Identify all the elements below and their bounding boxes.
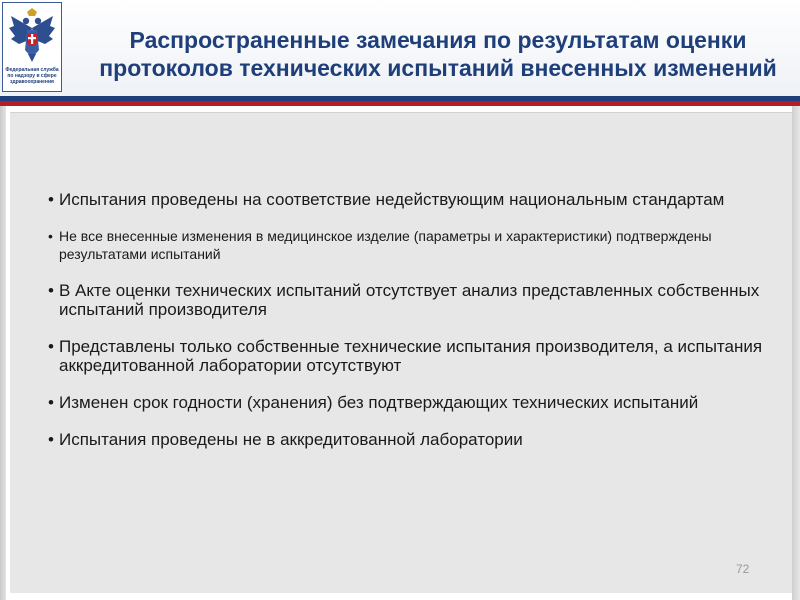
page-number: 72 [736, 562, 750, 576]
list-item: • Представлены только собственные технические испытания производителя, а испытания аккредитованной лаборатории отсутствуют [48, 337, 784, 375]
slide-title: Распространенные замечания по результатам оценки протоколов технических испытаний внесенных изменений [99, 27, 777, 81]
list-item: • Не все внесенные изменения в медицинское изделие (параметры и характеристики) подтверждены результатами испытаний [48, 227, 784, 263]
header-divider-red [0, 101, 800, 106]
list-item: • Испытания проведены на соответствие недействующим национальным стандартам [48, 190, 784, 209]
double-headed-eagle-emblem-icon [7, 6, 57, 64]
list-item: • Изменен срок годности (хранения) без подтверждающих технических испытаний [48, 393, 784, 412]
logo [2, 2, 62, 92]
remarks-list [48, 190, 784, 467]
list-item: • В Акте оценки технических испытаний отсутствует анализ представленных собственных испытаний производителя [48, 281, 784, 319]
right-edge-shadow [792, 106, 800, 600]
list-item: • Испытания проведены не в аккредитованной лаборатории [48, 430, 784, 449]
left-edge-stripe [0, 106, 6, 600]
logo-caption: Федеральная служба по надзору в сфере здравоохранения [5, 67, 59, 85]
